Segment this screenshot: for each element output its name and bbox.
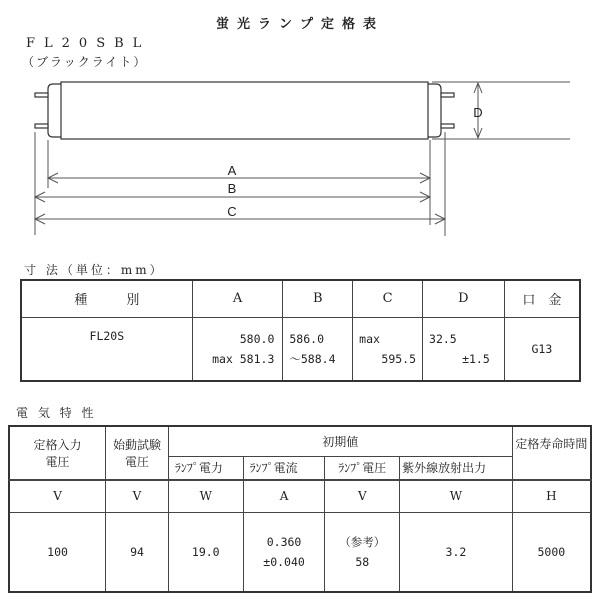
- dimensions-section-label: 寸 法（単位：mm）: [24, 263, 165, 277]
- header-c: C: [353, 280, 423, 317]
- dimension-label-d: D: [473, 105, 483, 120]
- value-line: （参考）: [339, 534, 386, 549]
- cell-b: [283, 317, 353, 381]
- lamp-pin: [35, 93, 48, 97]
- dimension-label-c: C: [227, 204, 237, 219]
- lamp-dimension-drawing: [0, 0, 600, 260]
- value-lamp-current: [243, 512, 325, 592]
- header-b: B: [283, 280, 353, 317]
- unit-cell: V: [325, 480, 400, 512]
- header-line: 定格入力: [33, 438, 82, 452]
- header-rated-input-voltage: [9, 426, 106, 480]
- header-rated-life: 定格寿命時間: [512, 426, 591, 480]
- dimension-label-a: A: [227, 163, 237, 178]
- value-starting-test-voltage: 94: [106, 512, 169, 592]
- table-header-row: [9, 426, 591, 456]
- table-row: [9, 512, 591, 592]
- header-lamp-voltage: ﾗﾝﾌﾟ電圧: [325, 456, 400, 480]
- header-lamp-power: ﾗﾝﾌﾟ電力: [168, 456, 243, 480]
- unit-cell: V: [9, 480, 106, 512]
- unit-cell: W: [400, 480, 513, 512]
- cell-b-min: 586.0: [289, 331, 324, 346]
- value-rated-input-voltage: 100: [9, 512, 106, 592]
- unit-cell: W: [168, 480, 243, 512]
- cell-a-max: max 581.3: [212, 351, 275, 366]
- unit-cell: V: [106, 480, 169, 512]
- page-title: 蛍光ランプ定格表: [215, 17, 384, 32]
- cell-c-label: max: [359, 331, 380, 346]
- value-rated-life: 5000: [512, 512, 591, 592]
- table-row: [21, 317, 580, 381]
- header-type: 種 別: [21, 280, 192, 317]
- cell-base: G13: [504, 317, 580, 381]
- table-header-row: [21, 280, 580, 317]
- cell-d-tolerance: ±1.5: [462, 351, 490, 366]
- cell-d: [423, 317, 505, 381]
- cell-c-value: 595.5: [381, 351, 417, 366]
- cell-a: [192, 317, 283, 381]
- electrical-table: [8, 425, 592, 593]
- model-subname: （ブラックライト）: [22, 55, 148, 69]
- header-line: 始動試験: [112, 438, 161, 452]
- value-line: ±0.040: [263, 554, 305, 569]
- value-lamp-voltage: [325, 512, 400, 592]
- cell-d-nominal: 32.5: [429, 331, 457, 346]
- cell-b-max: ～588.4: [289, 351, 336, 366]
- table-units-row: [9, 480, 591, 512]
- lamp-pin: [441, 124, 454, 128]
- electrical-section-label: 電 気 特 性: [16, 406, 97, 420]
- value-line: 58: [355, 554, 370, 569]
- unit-cell: A: [243, 480, 325, 512]
- header-lamp-current: ﾗﾝﾌﾟ電流: [243, 456, 325, 480]
- cell-c: [353, 317, 423, 381]
- header-line: 電圧: [124, 455, 149, 469]
- header-uv-output: 紫外線放射出力: [400, 456, 513, 480]
- lamp-pin: [35, 124, 48, 128]
- header-starting-test-voltage: [106, 426, 169, 480]
- lamp-right-cap: [428, 84, 441, 137]
- header-base: 口 金: [504, 280, 580, 317]
- value-lamp-power: 19.0: [168, 512, 243, 592]
- header-a: A: [192, 280, 283, 317]
- dimensions-table: [20, 279, 581, 382]
- unit-cell: H: [512, 480, 591, 512]
- model-name: FL20SBL: [26, 36, 151, 51]
- dimension-label-b: B: [227, 181, 237, 196]
- cell-a-nominal: 580.0: [239, 331, 275, 346]
- lamp-left-cap: [48, 84, 61, 137]
- header-line: 電圧: [45, 455, 70, 469]
- header-initial-values: 初期値: [168, 426, 512, 456]
- cell-type: FL20S: [21, 317, 192, 381]
- value-line: 0.360: [266, 534, 302, 549]
- lamp-tube-body: [61, 82, 428, 139]
- header-d: D: [423, 280, 505, 317]
- value-uv-output: 3.2: [400, 512, 513, 592]
- lamp-pin: [441, 93, 454, 97]
